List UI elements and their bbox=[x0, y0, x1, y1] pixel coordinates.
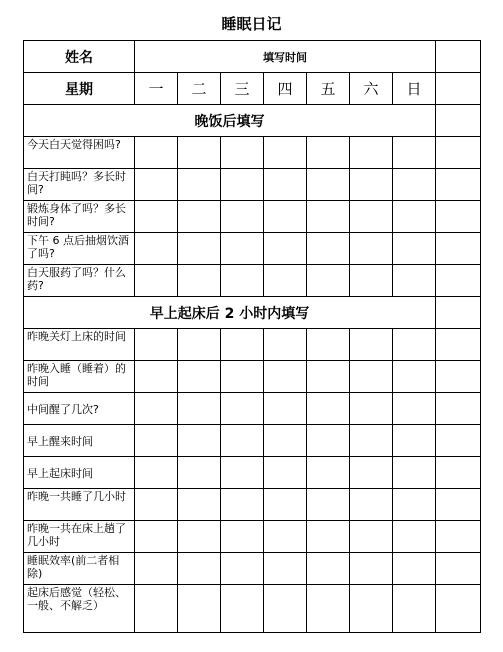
question-row bbox=[24, 457, 481, 489]
extra-cell[interactable] bbox=[436, 265, 481, 297]
question-row bbox=[24, 201, 481, 233]
question-label: 锻炼身体了吗？多长时间? bbox=[24, 201, 135, 233]
day-tue: 二 bbox=[178, 73, 221, 105]
answer-cell[interactable] bbox=[221, 169, 264, 201]
answer-cell[interactable] bbox=[307, 361, 350, 393]
answer-cell[interactable] bbox=[393, 265, 436, 297]
day-wed: 三 bbox=[221, 73, 264, 105]
answer-cell[interactable] bbox=[221, 265, 264, 297]
day-fri: 五 bbox=[307, 73, 350, 105]
answer-cell[interactable] bbox=[135, 233, 178, 265]
answer-cell[interactable] bbox=[264, 137, 307, 169]
question-label: 下午 6 点后抽烟饮酒了吗? bbox=[24, 233, 135, 265]
answer-cell[interactable] bbox=[393, 489, 436, 521]
day-sun: 日 bbox=[393, 73, 436, 105]
answer-cell[interactable] bbox=[221, 393, 264, 425]
question-row bbox=[24, 585, 481, 633]
question-row bbox=[24, 489, 481, 521]
answer-cell[interactable] bbox=[264, 169, 307, 201]
answer-cell[interactable] bbox=[307, 489, 350, 521]
question-row bbox=[24, 265, 481, 297]
extra-cell[interactable] bbox=[436, 553, 481, 585]
document-title: 睡眠日记 bbox=[221, 15, 282, 33]
answer-cell[interactable] bbox=[393, 201, 436, 233]
answer-cell[interactable] bbox=[350, 361, 393, 393]
answer-cell[interactable] bbox=[307, 233, 350, 265]
section-heading-extra-cell[interactable] bbox=[436, 297, 481, 329]
section-heading-row bbox=[24, 105, 481, 137]
question-label: 白天服药了吗？什么药? bbox=[24, 265, 135, 297]
answer-cell[interactable] bbox=[393, 329, 436, 361]
extra-cell[interactable] bbox=[436, 233, 481, 265]
answer-cell[interactable] bbox=[178, 361, 221, 393]
answer-cell[interactable] bbox=[393, 169, 436, 201]
answer-cell[interactable] bbox=[135, 361, 178, 393]
question-label: 早上起床时间 bbox=[24, 457, 135, 489]
name-label: 姓名 bbox=[24, 41, 135, 73]
answer-cell[interactable] bbox=[307, 553, 350, 585]
answer-cell[interactable] bbox=[264, 457, 307, 489]
answer-cell[interactable] bbox=[135, 489, 178, 521]
answer-cell[interactable] bbox=[221, 361, 264, 393]
answer-cell[interactable] bbox=[307, 329, 350, 361]
question-row bbox=[24, 553, 481, 585]
answer-cell[interactable] bbox=[307, 425, 350, 457]
answer-cell[interactable] bbox=[307, 521, 350, 553]
answer-cell[interactable] bbox=[350, 585, 393, 633]
question-label: 昨晚一共睡了几小时 bbox=[24, 489, 135, 521]
question-label: 早上醒来时间 bbox=[24, 425, 135, 457]
question-row bbox=[24, 361, 481, 393]
question-label: 中间醒了几次? bbox=[24, 393, 135, 425]
answer-cell[interactable] bbox=[307, 585, 350, 633]
answer-cell[interactable] bbox=[178, 425, 221, 457]
day-thu: 四 bbox=[264, 73, 307, 105]
extra-cell[interactable] bbox=[436, 169, 481, 201]
question-row bbox=[24, 329, 481, 361]
answer-cell[interactable] bbox=[135, 201, 178, 233]
answer-cell[interactable] bbox=[393, 585, 436, 633]
weekday-row-extra-cell[interactable] bbox=[436, 73, 481, 105]
day-sat: 六 bbox=[350, 73, 393, 105]
question-row bbox=[24, 233, 481, 265]
answer-cell[interactable] bbox=[135, 521, 178, 553]
answer-cell[interactable] bbox=[221, 521, 264, 553]
section-heading: 早上起床后 2 小时内填写 bbox=[24, 297, 436, 329]
section-heading: 晚饭后填写 bbox=[24, 105, 436, 137]
answer-cell[interactable] bbox=[393, 233, 436, 265]
answer-cell[interactable] bbox=[264, 521, 307, 553]
extra-cell[interactable] bbox=[436, 521, 481, 553]
answer-cell[interactable] bbox=[393, 521, 436, 553]
extra-cell[interactable] bbox=[436, 201, 481, 233]
answer-cell[interactable] bbox=[350, 521, 393, 553]
answer-cell[interactable] bbox=[135, 425, 178, 457]
answer-cell[interactable] bbox=[350, 137, 393, 169]
answer-cell[interactable] bbox=[135, 393, 178, 425]
answer-cell[interactable] bbox=[264, 393, 307, 425]
answer-cell[interactable] bbox=[264, 489, 307, 521]
answer-cell[interactable] bbox=[307, 137, 350, 169]
answer-cell[interactable] bbox=[393, 457, 436, 489]
answer-cell[interactable] bbox=[178, 201, 221, 233]
answer-cell[interactable] bbox=[393, 361, 436, 393]
answer-cell[interactable] bbox=[221, 457, 264, 489]
answer-cell[interactable] bbox=[221, 137, 264, 169]
answer-cell[interactable] bbox=[221, 329, 264, 361]
question-row bbox=[24, 393, 481, 425]
answer-cell[interactable] bbox=[221, 425, 264, 457]
answer-cell[interactable] bbox=[135, 169, 178, 201]
name-row bbox=[24, 41, 481, 73]
answer-cell[interactable] bbox=[264, 425, 307, 457]
section-heading-row bbox=[24, 297, 481, 329]
question-label: 昨晚一共在床上趟了几小时 bbox=[24, 521, 135, 553]
answer-cell[interactable] bbox=[135, 137, 178, 169]
question-row bbox=[24, 137, 481, 169]
answer-cell[interactable] bbox=[350, 489, 393, 521]
answer-cell[interactable] bbox=[178, 329, 221, 361]
answer-cell[interactable] bbox=[350, 233, 393, 265]
answer-cell[interactable] bbox=[307, 265, 350, 297]
answer-cell[interactable] bbox=[350, 169, 393, 201]
extra-cell[interactable] bbox=[436, 137, 481, 169]
weekday-label: 星期 bbox=[24, 73, 135, 105]
name-row-extra-cell[interactable] bbox=[436, 41, 481, 73]
answer-cell[interactable] bbox=[178, 265, 221, 297]
answer-cell[interactable] bbox=[221, 233, 264, 265]
answer-cell[interactable] bbox=[178, 489, 221, 521]
question-row bbox=[24, 169, 481, 201]
answer-cell[interactable] bbox=[264, 553, 307, 585]
answer-cell[interactable] bbox=[135, 265, 178, 297]
answer-cell[interactable] bbox=[178, 233, 221, 265]
question-label: 昨晚关灯上床的时间 bbox=[24, 329, 135, 361]
section-heading-extra-cell[interactable] bbox=[436, 105, 481, 137]
answer-cell[interactable] bbox=[307, 393, 350, 425]
answer-cell[interactable] bbox=[178, 169, 221, 201]
answer-cell[interactable] bbox=[264, 233, 307, 265]
answer-cell[interactable] bbox=[264, 361, 307, 393]
extra-cell[interactable] bbox=[436, 361, 481, 393]
answer-cell[interactable] bbox=[350, 425, 393, 457]
answer-cell[interactable] bbox=[307, 169, 350, 201]
answer-cell[interactable] bbox=[350, 329, 393, 361]
answer-cell[interactable] bbox=[178, 393, 221, 425]
answer-cell[interactable] bbox=[350, 457, 393, 489]
extra-cell[interactable] bbox=[436, 425, 481, 457]
answer-cell[interactable] bbox=[264, 329, 307, 361]
question-label: 睡眠效率(前二者相除) bbox=[24, 553, 135, 585]
answer-cell[interactable] bbox=[178, 585, 221, 633]
fill-time-label: 填写时间 bbox=[135, 41, 436, 73]
answer-cell[interactable] bbox=[178, 137, 221, 169]
answer-cell[interactable] bbox=[135, 457, 178, 489]
answer-cell[interactable] bbox=[178, 457, 221, 489]
question-row bbox=[24, 425, 481, 457]
answer-cell[interactable] bbox=[393, 425, 436, 457]
answer-cell[interactable] bbox=[178, 553, 221, 585]
day-mon: 一 bbox=[135, 73, 178, 105]
question-label: 白天打盹吗？多长时间? bbox=[24, 169, 135, 201]
answer-cell[interactable] bbox=[350, 201, 393, 233]
answer-cell[interactable] bbox=[135, 553, 178, 585]
answer-cell[interactable] bbox=[393, 137, 436, 169]
sleep-diary-table bbox=[23, 40, 481, 633]
answer-cell[interactable] bbox=[307, 457, 350, 489]
answer-cell[interactable] bbox=[264, 201, 307, 233]
answer-cell[interactable] bbox=[178, 521, 221, 553]
extra-cell[interactable] bbox=[436, 329, 481, 361]
answer-cell[interactable] bbox=[221, 201, 264, 233]
answer-cell[interactable] bbox=[135, 329, 178, 361]
weekday-row bbox=[24, 73, 481, 105]
extra-cell[interactable] bbox=[436, 585, 481, 633]
answer-cell[interactable] bbox=[393, 393, 436, 425]
question-row bbox=[24, 521, 481, 553]
question-label: 今天白天觉得困吗? bbox=[24, 137, 135, 169]
answer-cell[interactable] bbox=[264, 585, 307, 633]
question-label: 昨晚入睡（睡着）的时间 bbox=[24, 361, 135, 393]
extra-cell[interactable] bbox=[436, 393, 481, 425]
answer-cell[interactable] bbox=[221, 585, 264, 633]
extra-cell[interactable] bbox=[436, 457, 481, 489]
answer-cell[interactable] bbox=[307, 201, 350, 233]
answer-cell[interactable] bbox=[135, 585, 178, 633]
answer-cell[interactable] bbox=[264, 265, 307, 297]
answer-cell[interactable] bbox=[350, 265, 393, 297]
answer-cell[interactable] bbox=[350, 393, 393, 425]
answer-cell[interactable] bbox=[393, 553, 436, 585]
extra-cell[interactable] bbox=[436, 489, 481, 521]
answer-cell[interactable] bbox=[221, 489, 264, 521]
answer-cell[interactable] bbox=[221, 553, 264, 585]
answer-cell[interactable] bbox=[350, 553, 393, 585]
question-label: 起床后感觉（轻松、一般、不解乏） bbox=[24, 585, 135, 633]
